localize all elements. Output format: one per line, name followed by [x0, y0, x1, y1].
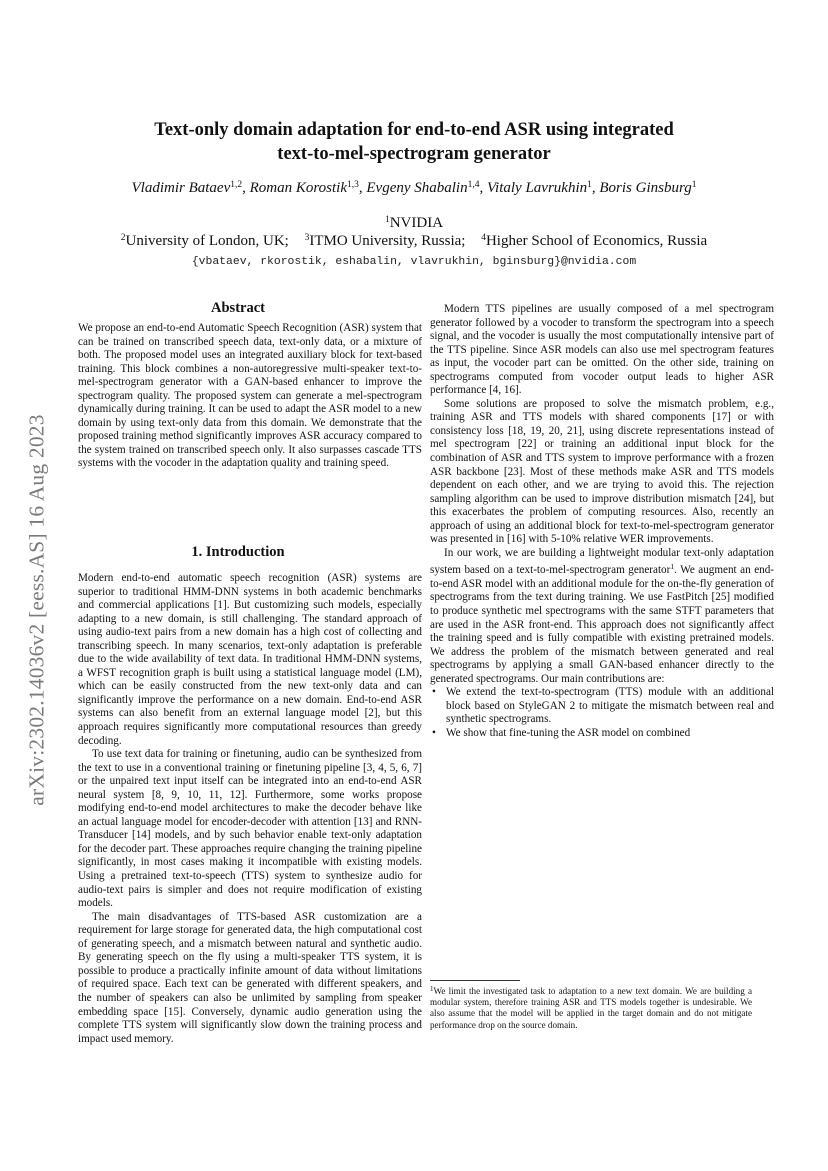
author-affiliation: 1,3 [347, 180, 359, 190]
abstract-text: We propose an end-to-end Automatic Speech Recognition (ASR) system that can be trained on transcribed speech data, text-only data, or a mixture of both. The proposed model uses an integrated auxiliary block for text-based training. This block combines a non-autoregressive multi-speaker text-to-mel-spectrogram generator with a GAN-based enhancer to improve the spectrogram quality. The proposed system can generate a mel-spectrogram dynamically during training. It can be used to adapt the ASR model to a new domain by using text-only data from this domain. We demonstrate that the proposed training method significantly improves ASR accuracy compared to the system trained on transcribed speech only. It also surpasses cascade TTS systems with the vocoder in the adaptation quality and training speed. [78, 322, 422, 470]
list-item [430, 727, 774, 741]
affiliation-hse: Higher School of Economics, Russia [485, 233, 708, 249]
author-affiliation: 1,4 [467, 180, 480, 190]
introduction-right-column [430, 303, 774, 741]
abstract-heading: Abstract [211, 300, 265, 316]
arxiv-side-stamp [22, 345, 52, 875]
contributions-list [430, 686, 774, 740]
paper-title [110, 118, 718, 166]
list-item [430, 686, 774, 727]
affiliation-secondary [60, 233, 768, 250]
bullet-icon: • [432, 726, 436, 739]
contribution-text: We extend the text-to-spectrogram (TTS) module with an additional block based on StyleGAN 2 to mitigate the mismatch between real and synthetic spectrograms. [446, 686, 774, 726]
author-name: Roman Korostik [249, 180, 347, 196]
footnote-divider [430, 980, 520, 981]
intro-paragraph-3: The main disadvantages of TTS-based ASR customization are a requirement for large storage for generated data, the high computational cost of generating speech, and a mismatch between natural and synthetic audio. By generating speech on the fly using a multi-speaker TTS system, it is possible to produce a practically infinite amount of data without limitations of required space. Each text can be generated with different speakers, and the number of speakers can also be unlimited by sampling from speaker embedding space [15]. Conversely, dynamic audio generation using the complete TTS system will significantly slow down the training process and impact used memory. [78, 910, 422, 1045]
title-line-2: text-to-mel-spectrogram generator [277, 144, 551, 164]
introduction-heading: 1. Introduction [191, 544, 285, 560]
footnote-text: We limit the investigated task to adaptation to a new text domain. We are building a modular system, therefore training ASR and TTS models together is undesirable. We also assume that the model will be applied in the target domain and do not mitigate performance drop on the source domain. [430, 986, 752, 1030]
author-affiliation: 1,2 [230, 180, 243, 190]
author-name: Boris Ginsburg [599, 180, 692, 196]
footnote-marker: 1 [430, 985, 434, 993]
author-affiliation: 1 [587, 180, 592, 190]
intro-paragraph-5: Some solutions are proposed to solve the mismatch problem, e.g., training ASR and TTS models with shared components [17] or with consistency loss [18, 19, 20, 21], using discrete representations instead of mel spectrogram [22] or training an additional input block for the combination of ASR and TTS system to improve performance with a frozen ASR backbone [23]. Most of these methods make ASR and TTS models dependent on each other, and we are trying to avoid this. The rejection sampling algorithm can be used to improve distribution mismatch [24], but this exacerbates the problem of computing resources. Also, recently an approach of using an additional block for text-to-mel-spectrogram generator was presented in [16] with 5-10% relative WER improvements. [430, 397, 774, 546]
affiliation-itmo: ITMO University, Russia; [309, 233, 466, 249]
intro-paragraph-4: Modern TTS pipelines are usually composed of a mel spectrogram generator followed by a vocoder to transform the spectrogram into a speech signal, and the vocoder is usually the most computationally intensive part of the TTS pipeline. Since ASR models can also use mel spectrogram features as input, the vocoder part can be omitted. On the other side, training on spectrograms computed from vocoder output leads to higher ASR performance [4, 16]. [430, 303, 774, 397]
intro-paragraph-6-start: In our work, we are building a lightweight modular text-only adaptation system based on a text-to-mel-spectrogram generator [430, 546, 774, 577]
intro-paragraph-2: To use text data for training or finetuning, audio can be synthesized from the text to use in a conventional training or finetuning pipeline [3, 4, 5, 6, 7] or the unpaired text input itself can be integrated into an end-to-end ASR neural system [8, 9, 10, 11, 12]. Furthermore, some works propose modifying end-to-end model architectures to make the decoder behave like an actual language model for encoder-decoder with attention [13] and RNN-Transducer [14] models, and by such behavior enable text-only adaptation for the decoder part. These approaches require changing the training pipeline significantly, in most cases making it incompatible with existing models. Using a pretrained text-to-speech (TTS) system to synthesize audio for audio-text pairs is simpler and does not require modification of existing models. [78, 748, 422, 910]
contribution-text: We show that fine-tuning the ASR model on combined [446, 726, 691, 739]
introduction-left-column [78, 572, 422, 1046]
affiliation-marker: 4 [481, 233, 486, 243]
affiliation-marker: 2 [120, 233, 126, 243]
footnote [430, 984, 752, 1031]
affiliation-london: University of London, UK; [125, 233, 289, 249]
arxiv-identifier: arXiv:2302.14036v2 [eess.AS] 16 Aug 2023 [24, 414, 49, 806]
intro-paragraph-1: Modern end-to-end automatic speech recognition (ASR) systems are superior to traditional HMM-DNN systems in both academic benchmarks and commercial applications [1]. But customizing such models, especially adapting to a new domain, is still challenging. The standard approach of using audio-text pairs from a new domain has a high cost of collecting and transcribing speech. In many scenarios, text-only adaptation is preferable due to the wide availability of text data. In traditional HMM-DNN systems, a WFST recognition graph is built using a statistical language model (LM), which can be easily constructed from the new text-only data and can significantly improve the performance on a new domain. End-to-end ASR systems can also benefit from an external language model [2], but this approach requires significantly more computational resources than greedy decoding. [78, 572, 422, 747]
footnote-reference: 1 [670, 562, 675, 572]
author-list: Vladimir Bataev$^{1,2}$, Roman Korostik$^{1,3}$, Evgeny Shabalin$^{1,4}$, Vitaly Lavrukhin$^1$, Boris Ginsburg$^1$ [131, 180, 697, 196]
author-name: Vladimir Bataev [131, 180, 231, 196]
author-emails: {vbataev, rkorostik, eshabalin, vlavrukhin, bginsburg}@nvidia.com [191, 256, 637, 268]
affiliation-nvidia: NVIDIA [389, 215, 444, 231]
intro-paragraph-6-end: . We augment an end-to-end ASR model with an additional module for the on-the-fly generation of spectrograms from the text during training. We use FastPitch [25] modified to produce synthetic mel spectrograms with the same STFT parameters that are used in the ASR front-end. This approach does not significantly affect the training speed and is fully compatible with existing pretrained models. We address the problem of the mismatch between generated and real spectrograms by applying a small GAN-based enhancer directly to the generated spectrograms. Our main contributions are: [430, 564, 775, 685]
intro-paragraph-6 [430, 547, 774, 686]
affiliation-primary [200, 215, 628, 232]
author-affiliation: 1 [691, 180, 697, 190]
author-name: Evgeny Shabalin [366, 180, 468, 196]
abstract-body [78, 322, 422, 471]
affiliation-marker: 1 [384, 215, 390, 225]
bullet-icon: • [432, 686, 436, 699]
title-line-1: Text-only domain adaptation for end-to-end ASR using integrated [154, 120, 674, 140]
affiliation-marker: 3 [304, 233, 310, 243]
author-name: Vitaly Lavrukhin [486, 180, 588, 196]
